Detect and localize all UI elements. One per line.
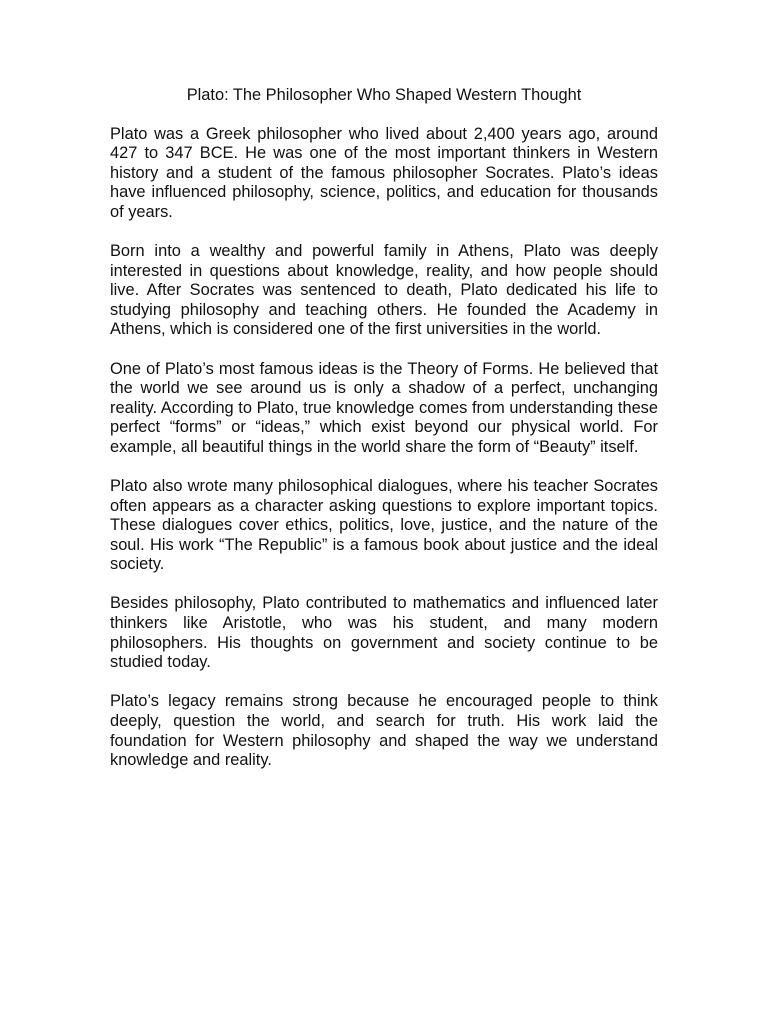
paragraph-1: Plato was a Greek philosopher who lived about 2,400 years ago, around 427 to 347 BCE. He was one of the most important thinkers in Western history and a student of the famous philosopher Socrates. Plato’s ideas have influenced philosophy, science, politics, and education for thousands of years. (110, 124, 658, 221)
paragraph-4: Plato also wrote many philosophical dialogues, where his teacher Socrates often appears as a character asking questions to explore important topics. These dialogues cover ethics, politics, love, justice, and the nature of the soul. His work “The Republic” is a famous book about justice and the ideal society. (110, 477, 658, 574)
document-body (110, 86, 658, 790)
document-title: Plato: The Philosopher Who Shaped Western Thought (186, 86, 582, 104)
paragraph-5: Besides philosophy, Plato contributed to mathematics and influenced later thinkers like Aristotle, who was his student, and many modern philosophers. His thoughts on government and society continue to be studied today. (110, 594, 658, 672)
paragraph-6: Plato’s legacy remains strong because he encouraged people to think deeply, question the world, and search for truth. His work laid the foundation for Western philosophy and shaped the way we understand knowledge and reality. (110, 692, 658, 770)
paragraph-3: One of Plato’s most famous ideas is the Theory of Forms. He believed that the world we see around us is only a shadow of a perfect, unchanging reality. According to Plato, true knowledge comes from understanding these perfect “forms” or “ideas,” which exist beyond our physical world. For example, all beautiful things in the world share the form of “Beauty” itself. (110, 359, 658, 456)
paragraph-2: Born into a wealthy and powerful family in Athens, Plato was deeply interested in questions about knowledge, reality, and how people should live. After Socrates was sentenced to death, Plato dedicated his life to studying philosophy and teaching others. He founded the Academy in Athens, which is considered one of the first universities in the world. (110, 242, 658, 339)
